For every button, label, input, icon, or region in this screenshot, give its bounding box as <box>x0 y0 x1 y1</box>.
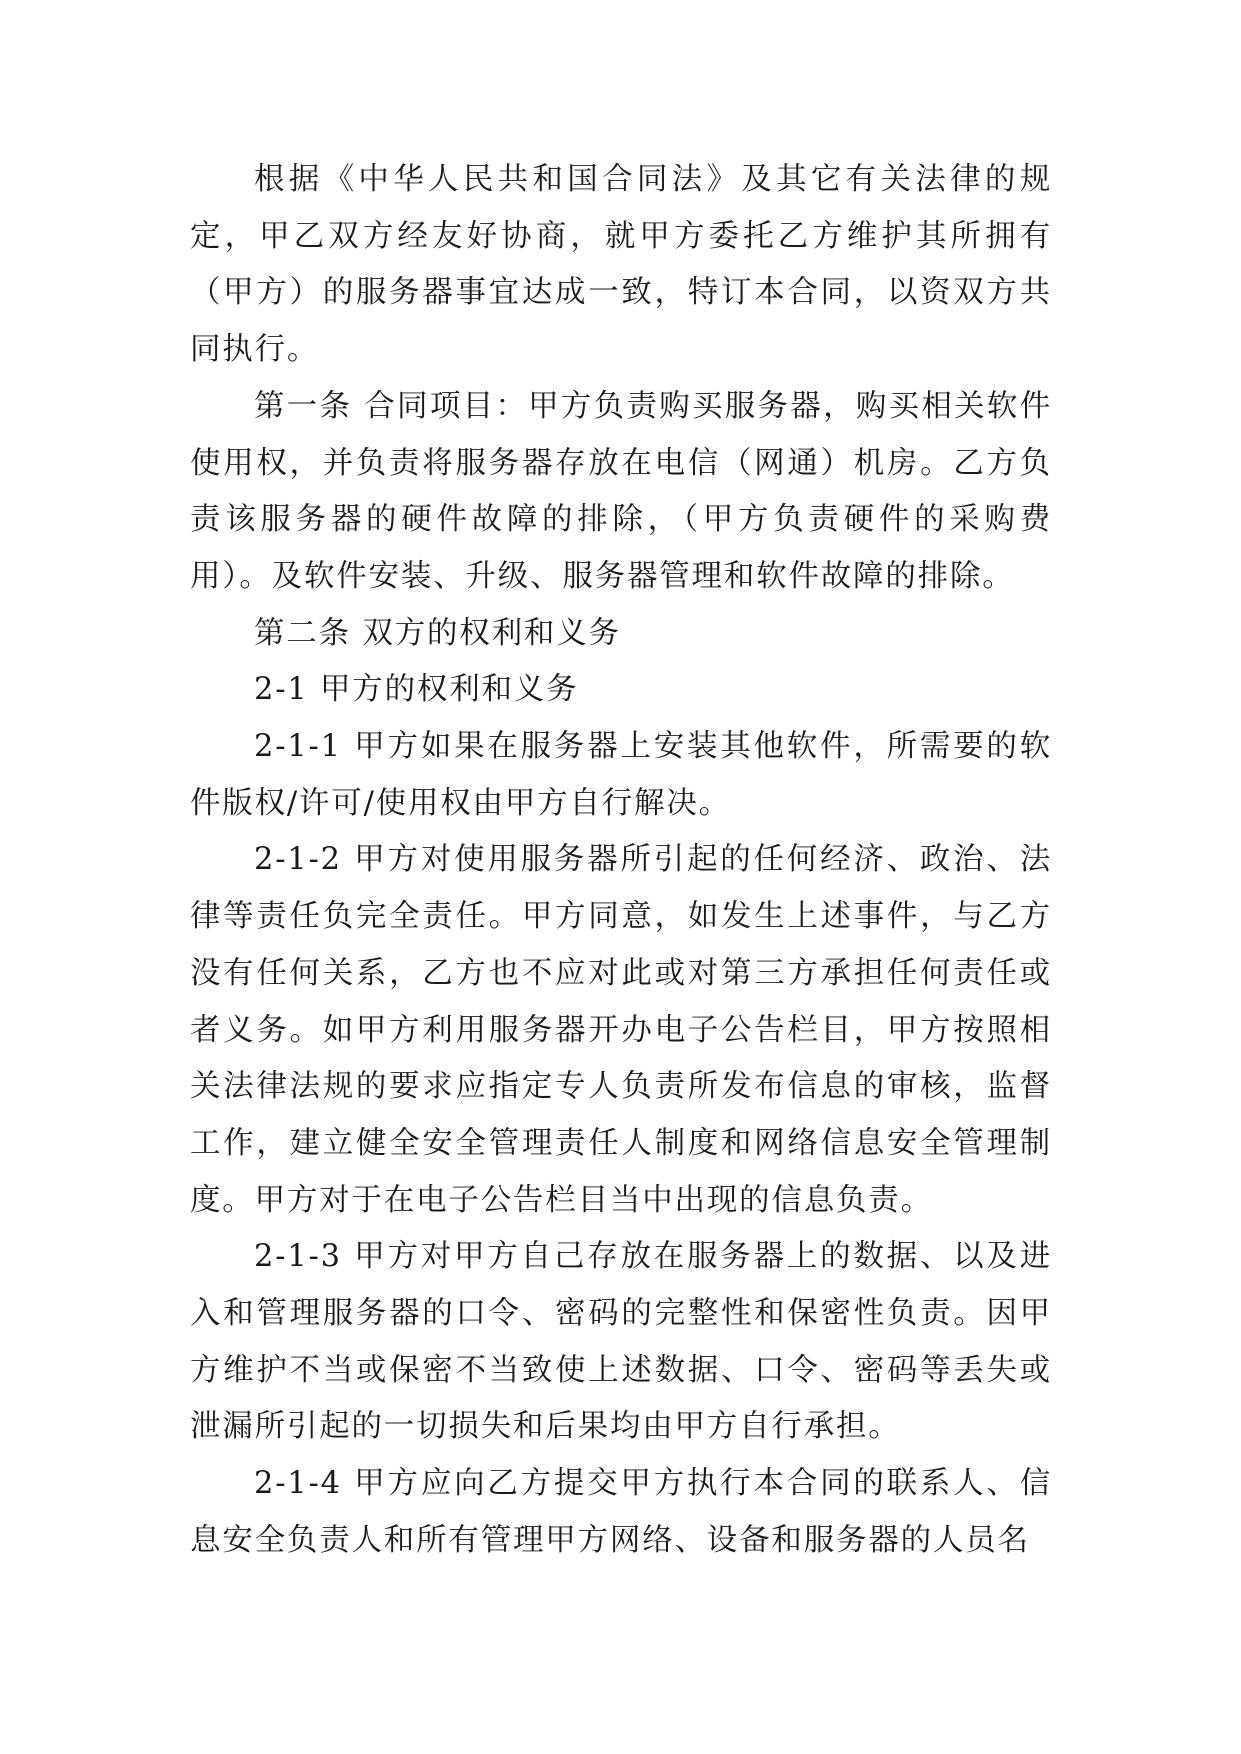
article-2-heading: 第二条 双方的权利和义务 <box>254 615 621 651</box>
clause-2-1-4: 2-1-4 甲方应向乙方提交甲方执行本合同的联系人、信息安全负责人和所有管理甲方网络、设备和服务器的人员名 <box>190 1466 1052 1558</box>
article-1-paragraph: 第一条 合同项目：甲方负责购买服务器，购买相关软件使用权，并负责将服务器存放在电信（网通）机房。乙方负责该服务器的硬件故障的排除，（甲方负责硬件的采购费用）。及软件安装、升级、服务器管理和软件故障的排除。 <box>190 388 1052 594</box>
contract-page <box>190 152 1052 1570</box>
intro-paragraph: 根据《中华人民共和国合同法》及其它有关法律的规定，甲乙双方经友好协商，就甲方委托乙方维护其所拥有（甲方）的服务器事宜达成一致，特订本合同，以资双方共同执行。 <box>190 162 1052 368</box>
section-2-1-heading: 2-1 甲方的权利和义务 <box>254 672 579 708</box>
clause-2-1-3: 2-1-3 甲方对甲方自己存放在服务器上的数据、以及进入和管理服务器的口令、密码的完整性和保密性负责。因甲方维护不当或保密不当致使上述数据、口令、密码等丢失或泄漏所引起的一切损失和后果均由甲方自行承担。 <box>190 1239 1052 1445</box>
clause-2-1-2: 2-1-2 甲方对使用服务器所引起的任何经济、政治、法律等责任负完全责任。甲方同意，如发生上述事件，与乙方没有任何关系，乙方也不应对此或对第三方承担任何责任或者义务。如甲方利用服务器开办电子公告栏目，甲方按照相关法律法规的要求应指定专人负责所发布信息的审核，监督工作，建立健全安全管理责任人制度和网络信息安全管理制度。甲方对于在电子公告栏目当中出现的信息负责。 <box>190 842 1052 1218</box>
clause-2-1-1: 2-1-1 甲方如果在服务器上安装其他软件，所需要的软件版权/许可/使用权由甲方自行解决。 <box>190 729 1052 821</box>
